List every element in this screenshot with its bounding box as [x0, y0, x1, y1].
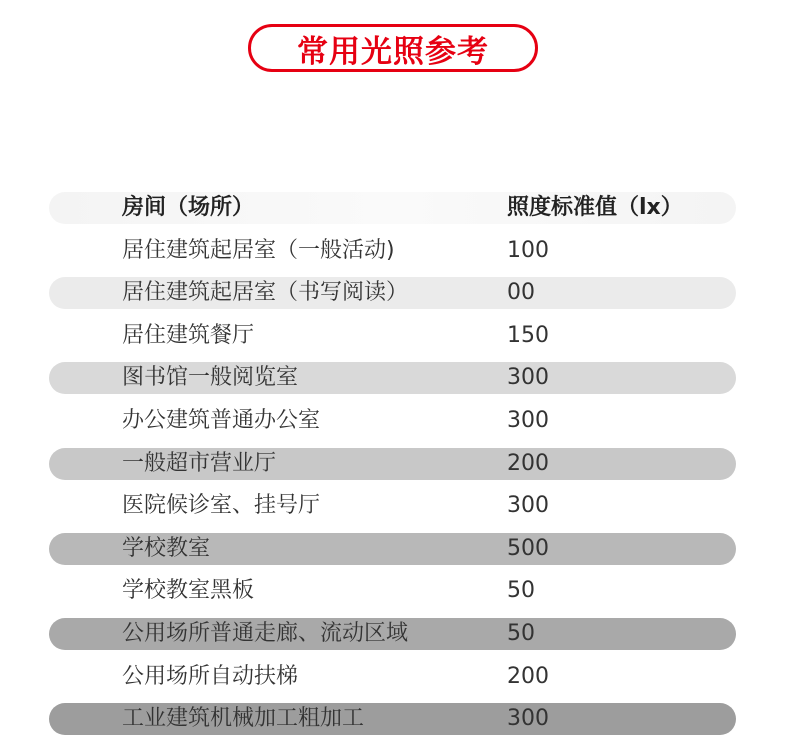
- table-row: [49, 569, 736, 612]
- title-badge: [248, 24, 538, 72]
- table-row: [49, 527, 736, 570]
- table-row: [49, 612, 736, 655]
- row-value: 50: [507, 578, 535, 604]
- row-value: 00: [507, 280, 535, 306]
- table-row: [49, 229, 736, 272]
- table-row: [49, 697, 736, 740]
- table-row: [49, 356, 736, 399]
- row-place: 公用场所普通走廊、流动区域: [122, 620, 409, 646]
- row-place: 公用场所自动扶梯: [122, 663, 299, 689]
- row-value: 200: [507, 663, 549, 689]
- row-value: 300: [507, 365, 549, 391]
- row-place: 学校教室: [122, 535, 211, 561]
- row-place: 居住建筑起居室（书写阅读）: [122, 280, 409, 306]
- row-value: 300: [507, 407, 549, 433]
- row-place: 一般超市营业厅: [122, 450, 277, 476]
- row-place: 工业建筑机械加工粗加工: [122, 706, 365, 732]
- row-place: 办公建筑普通办公室: [122, 407, 321, 433]
- table-header-row: [49, 186, 736, 229]
- row-value: 50: [507, 620, 535, 646]
- header-value: 照度标准值（lx）: [507, 195, 683, 220]
- table-row: [49, 271, 736, 314]
- row-place: 居住建筑起居室（一般活动): [122, 237, 395, 263]
- table-row: [49, 484, 736, 527]
- row-value: 150: [507, 322, 549, 348]
- table-row: [49, 314, 736, 357]
- table-row: [49, 655, 736, 698]
- row-place: 居住建筑餐厅: [122, 322, 255, 348]
- row-place: 学校教室黑板: [122, 578, 255, 604]
- row-value: 300: [507, 493, 549, 519]
- table-row: [49, 399, 736, 442]
- illuminance-table: [49, 186, 736, 740]
- row-value: 100: [507, 237, 549, 263]
- header-place: 房间（场所）: [122, 195, 255, 220]
- row-value: 200: [507, 450, 549, 476]
- page-title: 常用光照参考: [297, 33, 489, 70]
- row-place: 医院候诊室、挂号厅: [122, 493, 321, 519]
- row-value: 500: [507, 535, 549, 561]
- row-place: 图书馆一般阅览室: [122, 365, 299, 391]
- table-row: [49, 442, 736, 485]
- row-value: 300: [507, 706, 549, 732]
